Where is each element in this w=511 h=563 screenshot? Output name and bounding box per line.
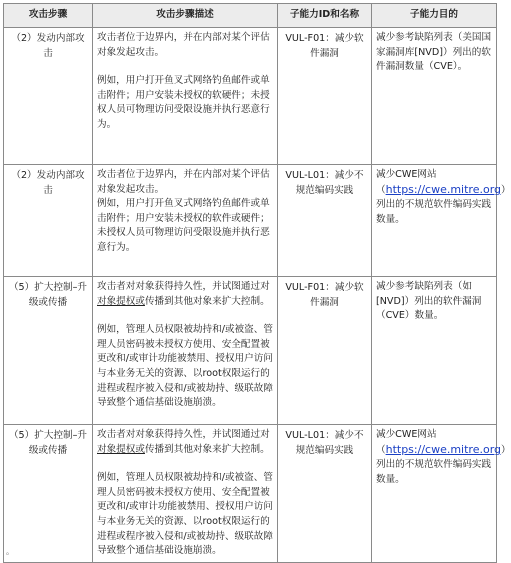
cell-sub-capability-goal <box>372 28 497 165</box>
description-summary-prefix: 攻击者对对象获得持久性，并试图通过对 <box>97 281 270 292</box>
description-summary: 攻击者位于边界内，并在内部对某个评估对象发起攻击。 <box>97 32 270 58</box>
goal-text: 减少参考缺陷列表（如[NVD]）列出的软件漏洞（CVE）数量。 <box>376 281 482 322</box>
table-row <box>4 165 497 277</box>
table-row <box>4 277 497 425</box>
cell-attack-step: （2）发动内部攻击 <box>4 165 93 277</box>
header-attack-step-description: 攻击步骤描述 <box>93 4 278 28</box>
cell-attack-step: （5）扩大控制–升级或传播 <box>4 425 93 563</box>
goal-text-suffix: ）列出的不规范软件编码实践数量。 <box>376 184 511 225</box>
description-summary-suffix: 传播到其他对象来扩大控制。 <box>144 443 270 455</box>
goal-text <box>376 168 511 227</box>
cell-attack-step: （5）扩大控制–升级或传播 <box>4 277 93 425</box>
cell-sub-capability: VUL-F01：减少软件漏洞 <box>278 277 372 425</box>
goal-text: 减少参考缺陷列表（美国国家漏洞库[NVD]）列出的软件漏洞数量（CVE）。 <box>376 32 492 73</box>
footnote-mark: 。 <box>6 547 14 556</box>
cell-attack-description <box>93 425 278 563</box>
cell-sub-capability: VUL-L01：减少不规范编码实践 <box>278 425 372 563</box>
description-example: 例如，管理人员权限被劫持和/或被盗、管理人员密码被未授权方使用、安全配置被更改和/或审计功能被禁用、授权用户访问与本业务无关的资源、以root权限运行的进程或程序被入侵和/或被劫持、级联故障导致整个通信基础设施崩溃。 <box>97 472 273 557</box>
table-row <box>4 28 497 165</box>
description-example: 例如，用户打开鱼叉式网络钓鱼邮件或单击附件；用户安装未授权的软硬件；未授权人员可物理访问受限设施并执行恶意行为。 <box>97 75 270 130</box>
cell-sub-capability-goal <box>372 425 511 563</box>
description-summary <box>97 280 273 309</box>
goal-text-suffix: ）列出的不规范软件编码实践数量。 <box>376 444 511 485</box>
header-sub-capability-id: 子能力ID和名称 <box>278 4 372 28</box>
table-header-row <box>4 4 497 28</box>
cell-sub-capability: VUL-F01：减少软件漏洞 <box>278 28 372 165</box>
cell-attack-step: （2）发动内部攻击 <box>4 28 93 165</box>
description-summary <box>97 428 273 457</box>
description-example: 例如，管理人员权限被劫持和/或被盗、管理人员密码被未授权方使用、安全配置被更改和/或审计功能被禁用、授权用户访问与本业务无关的资源、以root权限运行的进程或程序被入侵和/或被劫持、级联故障导致整个通信基础设施崩溃。 <box>97 324 273 409</box>
description-summary: 攻击者位于边界内，并在内部对某个评估对象发起攻击。 <box>97 169 270 195</box>
description-underlined-phrase: 对象提权或 <box>97 295 145 307</box>
cwe-website-link[interactable]: https://cwe.mitre.org <box>385 182 502 196</box>
goal-text-prefix: 减少CWE网站（ <box>376 429 437 456</box>
header-attack-step: 攻击步骤 <box>4 4 93 28</box>
cell-sub-capability-goal <box>372 277 497 425</box>
description-summary-suffix: 传播到其他对象来扩大控制。 <box>144 295 270 307</box>
cell-sub-capability: VUL-L01：减少不规范编码实践 <box>278 165 372 277</box>
description-summary-prefix: 攻击者对对象获得持久性，并试图通过对 <box>97 429 270 440</box>
cell-attack-description <box>93 28 278 165</box>
header-sub-capability-goal: 子能力目的 <box>372 4 497 28</box>
cell-sub-capability-goal <box>372 165 511 277</box>
description-underlined-phrase: 对象提权或 <box>97 443 145 455</box>
cwe-website-link[interactable]: https://cwe.mitre.org <box>385 442 502 456</box>
cell-attack-description <box>93 277 278 425</box>
table-row <box>4 425 497 563</box>
goal-text <box>376 428 511 487</box>
goal-text-prefix: 减少CWE网站（ <box>376 169 437 196</box>
attack-step-table <box>3 3 511 563</box>
cell-attack-description <box>93 165 278 277</box>
description-example: 例如，用户打开鱼叉式网络钓鱼邮件或单击附件；用户安装未授权的软件或硬件；未授权人员可物理访问受限设施并执行恶意行为。 <box>97 198 270 253</box>
